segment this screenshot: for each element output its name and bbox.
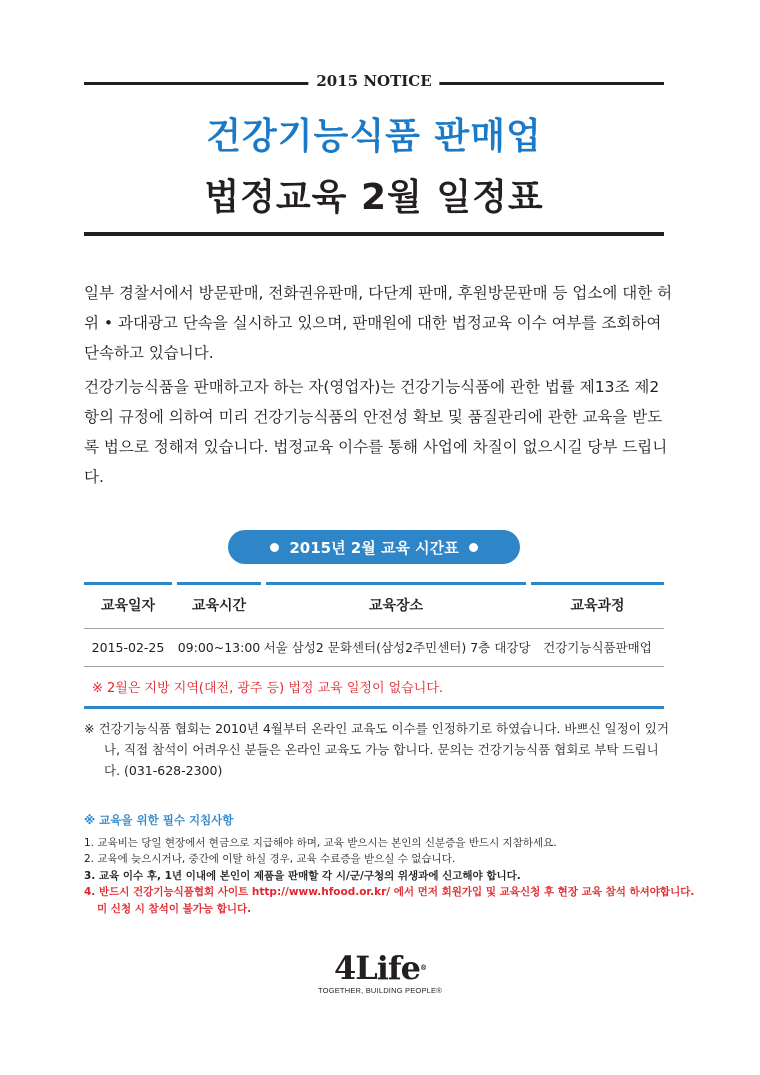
brand-logo <box>300 950 460 995</box>
guideline-item: 1. 교육비는 당일 현장에서 현금으로 지급해야 하며, 교육 받으시는 본인의 신분증을 반드시 지참하세요. <box>84 836 557 849</box>
table-row <box>84 628 664 666</box>
row-divider <box>84 666 664 667</box>
brand-tagline: TOGETHER, BUILDING PEOPLE® <box>318 986 442 995</box>
guideline-item: 2. 교육에 늦으시거나, 중간에 이탈 하실 경우, 교육 수료증을 받으실 수 없습니다. <box>84 853 456 865</box>
title-line2: 법정교육 2월 일정표 <box>204 177 544 218</box>
schedule-badge-label: 2015년 2월 교육 시간표 <box>289 538 459 557</box>
registered-mark: ® <box>420 963 427 972</box>
title-line1: 건강기능식품 판매업 <box>206 116 542 157</box>
table-header <box>84 582 664 628</box>
schedule-table <box>84 582 664 709</box>
online-education-remark: ※ 건강기능식품 협회는 2010년 4월부터 온라인 교육도 이수를 인정하기로 하였습니다. 바쁘신 일정이 있거나, 직접 참석이 어려우신 분들은 온라인 교육도 가능 합니다. 문의는 건강기능식품 협회로 부탁 드립니다. (031-628-2300) <box>84 721 669 778</box>
header-bottom-rule <box>84 232 664 236</box>
column-header-date: 교육일자 <box>84 582 172 628</box>
schedule-badge <box>228 530 520 564</box>
column-header-place: 교육장소 <box>266 582 526 628</box>
guidelines <box>84 812 695 917</box>
logo-wordmark <box>300 950 460 986</box>
column-header-time: 교육시간 <box>177 582 261 628</box>
notice-header <box>84 72 664 220</box>
schedule-note: ※ 2월은 지방 지역(대전, 광주 등) 법정 교육 일정이 없습니다. <box>92 680 444 696</box>
notice-label: 2015 NOTICE <box>308 72 439 90</box>
guideline-item: 3. 교육 이수 후, 1년 이내에 본인이 제품을 판매할 각 시/군/구청의 위생과에 신고해야 합니다. <box>84 869 521 882</box>
guideline-item: 미 신청 시 참석이 불가능 합니다. <box>97 902 252 915</box>
cell-course: 건강기능식품판매업 <box>543 640 652 655</box>
intro-paragraph-1: 일부 경찰서에서 방문판매, 전화권유판매, 다단계 판매, 후원방문판매 등 업소에 대한 허위 • 과대광고 단속을 실시하고 있으며, 판매원에 대한 법정교육 이수 여부를 조회하여 단속하고 있습니다. <box>84 284 673 362</box>
bullet-dot-icon <box>270 543 279 552</box>
cell-place: 서울 삼성2 문화센터(삼성2주민센터) 7층 대강당 <box>263 640 531 655</box>
intro-paragraph-2: 건강기능식품을 판매하고자 하는 자(영업자)는 건강기능식품에 관한 법률 제13조 제2항의 규정에 의하여 미리 건강기능식품의 안전성 확보 및 품질관리에 관한 교육을 받도록 법으로 정해져 있습니다. 법정교육 이수를 통해 사업에 차질이 없으시길 당부 드립니다. <box>84 378 668 486</box>
table-bottom-rule <box>84 706 664 709</box>
cell-time: 09:00~13:00 <box>177 639 261 655</box>
guidelines-title: ※ 교육을 위한 필수 지침사항 <box>84 813 234 827</box>
cell-date: 2015-02-25 <box>91 639 165 655</box>
logo-text: 4Life <box>333 949 421 987</box>
notice-row <box>84 72 664 94</box>
guideline-item: 4. 반드시 건강기능식품협회 사이트 http://www.hfood.or.kr/ 에서 먼저 회원가입 및 교육신청 후 현장 교육 참석 하셔야합니다. <box>84 886 695 898</box>
bullet-dot-icon <box>469 543 478 552</box>
column-header-course: 교육과정 <box>531 582 664 628</box>
